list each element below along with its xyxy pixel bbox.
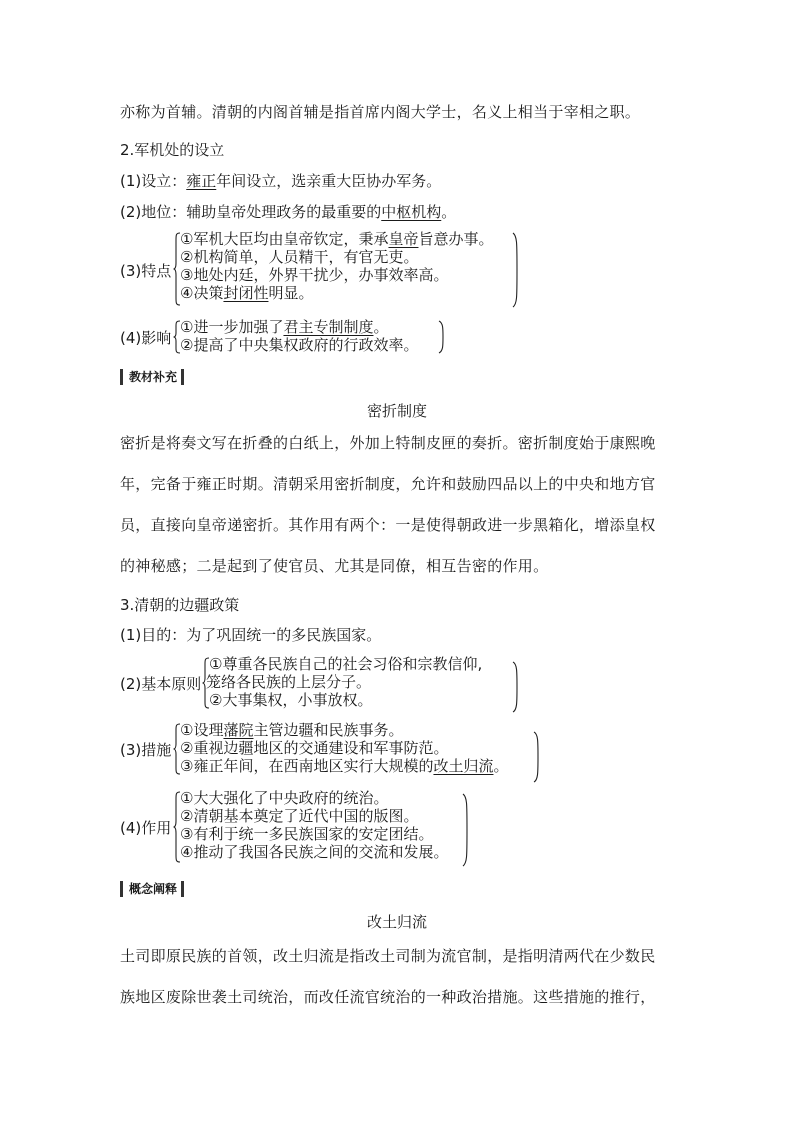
section-heading: 2.军机处的设立 [120, 141, 225, 159]
text: 年间设立，选亲重大臣协办军务。 [216, 172, 442, 190]
underlined-term: 雍正 [186, 172, 217, 190]
paragraph-line: 亦称为首辅。清朝的内阁首辅是指首席内阁大学士，名义上相当于宰相之职。 [120, 103, 641, 121]
section-tag: 教材补充 [120, 369, 184, 385]
paragraph-line: 员，直接向皇帝递密折。其作用有两个：一是使得朝政进一步黑箱化，增添皇权 [120, 516, 656, 534]
text: (2)地位：辅助皇帝处理政务的最重要的 [120, 203, 382, 221]
brace-label: (3)措施 [120, 741, 172, 759]
list-item: ②大事集权，小事放权。 [209, 691, 373, 709]
list-item: ①进一步加强了君主专制制度。 [180, 318, 389, 336]
list-item: ②机构简单，人员精干，有官无吏。 [180, 248, 419, 266]
paragraph-line: 年，完备于雍正时期。清朝采用密折制度，允许和鼓励四品以上的中央和地方官 [120, 475, 656, 493]
paragraph-line: 密折是将奏文写在折叠的白纸上，外加上特制皮匣的奏折。密折制度始于康熙晚 [120, 434, 656, 452]
right-bracket-icon [512, 232, 520, 308]
right-bracket-icon [533, 731, 541, 783]
section-heading: 3.清朝的边疆政策 [120, 596, 240, 614]
list-item: ①大大强化了中央政府的统治。 [180, 789, 389, 807]
list-item: ①设理藩院主管边疆和民族事务。 [180, 721, 404, 739]
list-item: ③有利于统一多民族国家的安定团结。 [180, 825, 434, 843]
item-line [120, 203, 456, 221]
text: 。 [441, 203, 457, 221]
list-item: ②清朝基本奠定了近代中国的版图。 [180, 807, 419, 825]
brace-label: (4)影响 [120, 329, 172, 347]
brace-items [180, 230, 493, 302]
paragraph-line: 的神秘感；二是起到了使官员、尤其是同僚，相互告密的作用。 [120, 557, 549, 575]
brace-items [180, 789, 448, 861]
brace-items [180, 318, 418, 354]
list-item: ④决策封闭性明显。 [180, 284, 314, 302]
section-tag: 概念阐释 [120, 881, 184, 897]
list-item: ①军机大臣均由皇帝钦定，秉承皇帝旨意办事。 [180, 230, 494, 248]
subsection-title: 密折制度 [366, 402, 427, 420]
list-item: ③雍正年间，在西南地区实行大规模的改土归流。 [180, 757, 509, 775]
brace-label: (2)基本原则 [120, 675, 202, 693]
right-bracket-icon [462, 793, 470, 867]
brace-label: (3)特点 [120, 262, 172, 280]
brace-items [180, 721, 508, 775]
list-item: ④推动了我国各民族之间的交流和发展。 [180, 843, 449, 861]
list-item: ②重视边疆地区的交通建设和军事防范。 [180, 739, 449, 757]
paragraph-line: 族地区废除世袭土司统治，而改任流官统治的一种政治措施。这些措施的推行， [120, 988, 656, 1006]
brace-items [206, 655, 483, 709]
list-item: ②提高了中央集权政府的行政效率。 [180, 336, 419, 354]
right-bracket-icon [512, 661, 520, 713]
item-line: (1)目的：为了巩固统一的多民族国家。 [120, 626, 382, 644]
brace-label: (4)作用 [120, 819, 172, 837]
item-line [120, 172, 441, 190]
subsection-title: 改土归流 [366, 913, 427, 931]
list-item: ③地处内廷，外界干扰少，办事效率高。 [180, 266, 449, 284]
list-item: 笼络各民族的上层分子。 [206, 673, 372, 691]
underlined-term: 中枢机构 [381, 203, 442, 221]
text: (1)设立： [120, 172, 187, 190]
list-item: ①尊重各民族自己的社会习俗和宗教信仰, [209, 655, 483, 673]
right-bracket-icon [438, 320, 446, 354]
paragraph-line: 土司即原民族的首领，改土归流是指改土司制为流官制，是指明清两代在少数民 [120, 947, 656, 965]
